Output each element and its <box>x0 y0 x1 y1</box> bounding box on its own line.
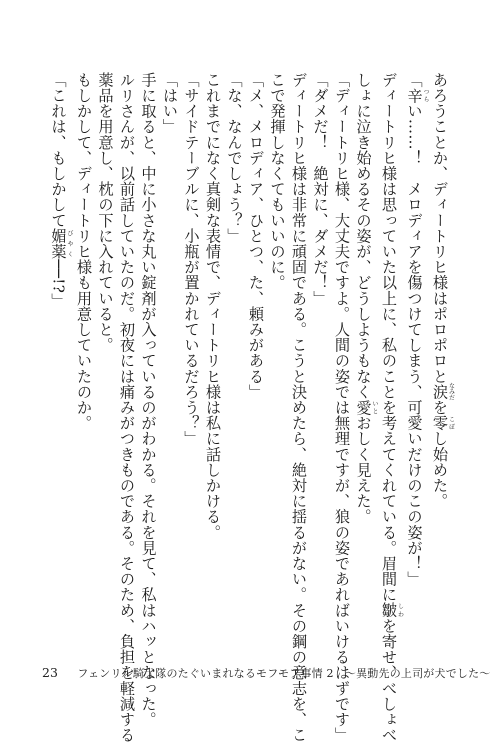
text-line-17: もしかして、ディートリヒ様も用意していたのか。 <box>75 72 93 431</box>
page-footer <box>42 665 491 681</box>
text-line-7: ディートリヒ様は非常に頑固である。こうと決めたら、絶対に揺るがない。その鋼の意志を、こ <box>290 72 308 743</box>
text-line-13: 「はい」 <box>161 72 179 135</box>
text-line-12: 「サイドテーブルに、小瓶が置かれているだろう？」 <box>182 72 201 447</box>
furigana-painful: 辛つら <box>405 87 429 104</box>
text-line-11: これまでになく真剣な表情で、ディートリヒ様は私に話しかける。 <box>204 72 222 540</box>
text-line-18: 「これは、もしかして媚薬びやく──!?」 <box>49 72 73 309</box>
furigana-aphrodisiac: 媚薬びやく <box>49 228 73 260</box>
furigana-wrinkle: 皺しわ <box>380 602 404 619</box>
text-line-1: あろうことか、ディートリヒ様はポロポロと涙なみだを零こぼし始めた。 <box>431 72 455 509</box>
running-title: フェンリル騎士隊のたぐいまれなるモフモフ事情 2 ～異動先の上司が犬でした～ <box>77 667 491 680</box>
page-number: 23 <box>42 665 58 680</box>
text-line-6: 「ダメだ！ 絶対に、ダメだ！」 <box>311 72 330 306</box>
furigana-spill: 零こぼ <box>431 415 455 431</box>
text-line-5: 「ディートリヒ様、大丈夫ですよ。人間の姿では無理ですが、狼の姿であればいけるはずです」 <box>333 72 351 743</box>
furigana-tears: 涙なみだ <box>431 382 455 401</box>
text-line-4: しょに泣き始めるその姿が、どうしようもなく愛いとおしく見えた。 <box>354 72 378 525</box>
text-line-3: ディートリヒ様は思っていた以上に、私のことを考えてくれている。眉間に皺しわを寄せ、べしょべ <box>380 72 404 743</box>
text-line-16: 薬品を用意し、枕の下に入れていると。 <box>96 72 115 353</box>
text-line-2: 「辛つらい……！ メロディアを傷つけてしまう、可愛いだけのこの姿が！」 <box>405 72 429 587</box>
text-line-10: 「な、なんでしょう？」 <box>225 72 244 244</box>
text-line-9: 「メ、メロディア、ひとつ、た、頼みがある」 <box>247 72 265 400</box>
text-line-15: ルリさんが、以前話していたのだ。初夜には痛みがつきものである。そのため、負担を軽減する <box>118 72 136 743</box>
text-line-8: こで発揮しなくてもいいのに。 <box>268 72 287 291</box>
furigana-dear: 愛いと <box>354 399 378 416</box>
text-line-14: 手に取ると、中に小さな丸い錠剤が入っているのがわかる。それを見て、私はハッとなった。 <box>139 72 158 728</box>
